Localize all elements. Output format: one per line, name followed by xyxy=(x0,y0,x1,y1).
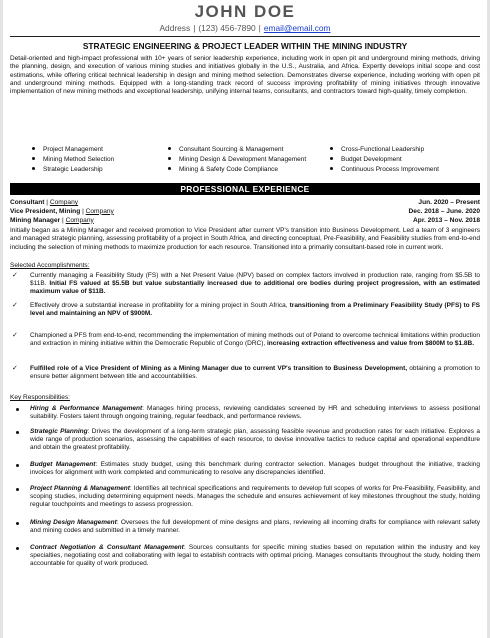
accomplishment-item: ✓ Currently managing a Feasibility Study (FS) with a Net Present Value (NPV) based on complex factors involved in production rate, ranging from $5.5B to $11B. Initial FS valued at $5.5B but value substantially increased due to additional ore bodies during project progression, with an estimated maximum value of $11B. xyxy=(12,272,480,296)
bullet-dot xyxy=(16,408,19,411)
page-left-edge xyxy=(0,0,3,638)
header-divider xyxy=(10,36,480,37)
contact-line xyxy=(0,22,490,34)
roles-list xyxy=(10,199,480,225)
role-row: Mining Manager | Company Apr. 2013 – Nov. 2018 xyxy=(10,216,480,224)
company-link[interactable]: Company xyxy=(49,199,79,206)
role-dates: Dec. 2018 – June. 2020 xyxy=(408,207,480,215)
accomplishment-item: ✓ Fulfilled role of a Vice President of Mining as a Mining Manager due to current VP's transition to Business Development, obtaining a promotion to ensure better alignment between title and accountabilities. xyxy=(12,365,480,381)
role-intro-paragraph: Initially began as a Mining Manager and received promotion to Vice President after current VP's transition into Business Development. Led a team of 3 engineers and managed strategic planning, assessing profitability of a project in South Africa, and directing conceptual, Pre-Feasibility, and Feasibility studies from end-to-end including the selection of mining methods to maximize production for each resource. Transitioned into a primarily consultant-based role in current work. xyxy=(10,227,480,251)
role-dates: Jun. 2020 – Present xyxy=(418,199,480,206)
responsibility-item: Contract Negotiation & Consultant Management: Sources consultants for specific mining studies based on reputation within the industry and key specialties, negotiating cost and collaborating with legal to establish contracts with optimal pricing. Manages consultants throughout the study, holding them accountable for quality of work produced. xyxy=(10,544,480,569)
checkmark-icon: ✓ xyxy=(12,272,18,279)
contact-separator: | xyxy=(193,23,196,33)
skill-item: Mining Design & Development Management xyxy=(168,156,306,165)
skill-item: Strategic Leadership xyxy=(32,166,103,175)
bullet-dot xyxy=(16,488,19,491)
address-text: Address xyxy=(159,23,191,33)
role-row: Vice President, Mining | Company Dec. 2018 – June. 2020 xyxy=(10,207,480,215)
summary-paragraph: Detail-oriented and high-impact professional with 10+ years of senior leadership experience, including work in open pit and underground mining methods, driving the planning, design, and execution of various mining studies and initiatives globally in the U.S., Australia, and Africa. Expertly develops initial scope and cost estimations, while offering critical technical leadership in design and mining method selection. Demonstrates diverse experience, including working with open pit and underground mining methods. Equipped with a long-standing track record of success improving profitability of mining initiatives through innovative implementation of new mining methods and exceptional leadership, unifying internal teams, consultants, and contractors toward high-quality, timely completion. xyxy=(10,55,480,96)
candidate-name: JOHN DOE xyxy=(194,2,296,21)
email-link[interactable]: email@email.com xyxy=(263,23,331,33)
bullet-dot xyxy=(16,431,19,434)
skill-item: Project Management xyxy=(32,146,103,155)
bullet-dot xyxy=(16,522,19,525)
section-heading-experience: PROFESSIONAL EXPERIENCE xyxy=(10,183,480,195)
accomplishments-heading: Selected Accomplishments: xyxy=(10,262,90,269)
skill-item: Mining Method Selection xyxy=(32,156,114,165)
accomplishment-item: ✓ Effectively drove a substantial increase in profitability for a mining project in South Africa, transitioning from a Preliminary Feasibility Study (PFS) to FS level and maintaining an NPV of $900M. xyxy=(12,302,480,318)
skill-item: Mining & Safety Code Compliance xyxy=(168,166,278,175)
skill-item: Consultant Sourcing & Management xyxy=(168,146,283,155)
checkmark-icon: ✓ xyxy=(12,302,18,309)
responsibility-item: Budget Management: Estimates study budget, using this benchmark during contractor selection. Manages budget throughout the initiative, tracking invoices for alignment with work completed and communicating to resolve any discrepancies identified. xyxy=(10,461,480,477)
company-link[interactable]: Company xyxy=(85,207,114,215)
responsibility-item: Project Planning & Management: Identifies all technical specifications and requirements to develop full scopes of works for Pre-Feasibility, Feasibility, and scoping studies, including determining equipment needs. Manages the schedule and ensures achievement of key milestones throughout the study, holding regular touchpoints and meetings to assess progression. xyxy=(10,485,480,510)
responsibility-item: Hiring & Performance Management: Manages hiring process, reviewing candidates screened by HR and scheduling interviews to assess positional suitability. Fosters talent through ongoing training, regular feedback, and performance reviews. xyxy=(10,405,480,421)
bullet-dot xyxy=(16,547,19,550)
role-row: Consultant | Company Jun. 2020 – Present xyxy=(10,199,480,206)
checkmark-icon: ✓ xyxy=(12,332,18,339)
checkmark-icon: ✓ xyxy=(12,365,18,372)
accomplishment-item: ✓ Championed a PFS from end-to-end, recommending the implementation of mining methods out of Poland to overcome technical limitations within production and extraction in mining initiative within the Democratic Republic of Congo (DRC), increasing extraction effectiveness and value from $800M to $1.8B. xyxy=(12,332,480,348)
company-link[interactable]: Company xyxy=(65,216,94,224)
professional-headline: STRATEGIC ENGINEERING & PROJECT LEADER WITHIN THE MINING INDUSTRY xyxy=(82,41,408,51)
responsibilities-heading: Key Responsibilities: xyxy=(10,394,70,401)
responsibility-item: Strategic Planning: Drives the development of a long-term strategic plan, assessing feasible revenue and production rates for each initiative. Explores a wide range of production scenarios, assessing the capabilities of each resource, to devise innovative tactics to reduce capital and operational expenditure and obtain the greatest profitability. xyxy=(10,428,480,453)
skill-item: Cross-Functional Leadership xyxy=(330,146,424,155)
skill-item: Continuous Process Improvement xyxy=(330,166,439,175)
bullet-dot xyxy=(16,464,19,467)
role-dates: Apr. 2013 – Nov. 2018 xyxy=(413,216,480,224)
contact-separator: | xyxy=(258,23,261,33)
phone-text: (123) 456-7890 xyxy=(198,23,256,33)
responsibility-item: Mining Design Management: Oversees the full development of mine designs and plans, reviewing all incoming drafts for compliance with relevant safety and mining codes and submitted in a timely manner. xyxy=(10,519,480,535)
skill-item: Budget Development xyxy=(330,156,402,165)
